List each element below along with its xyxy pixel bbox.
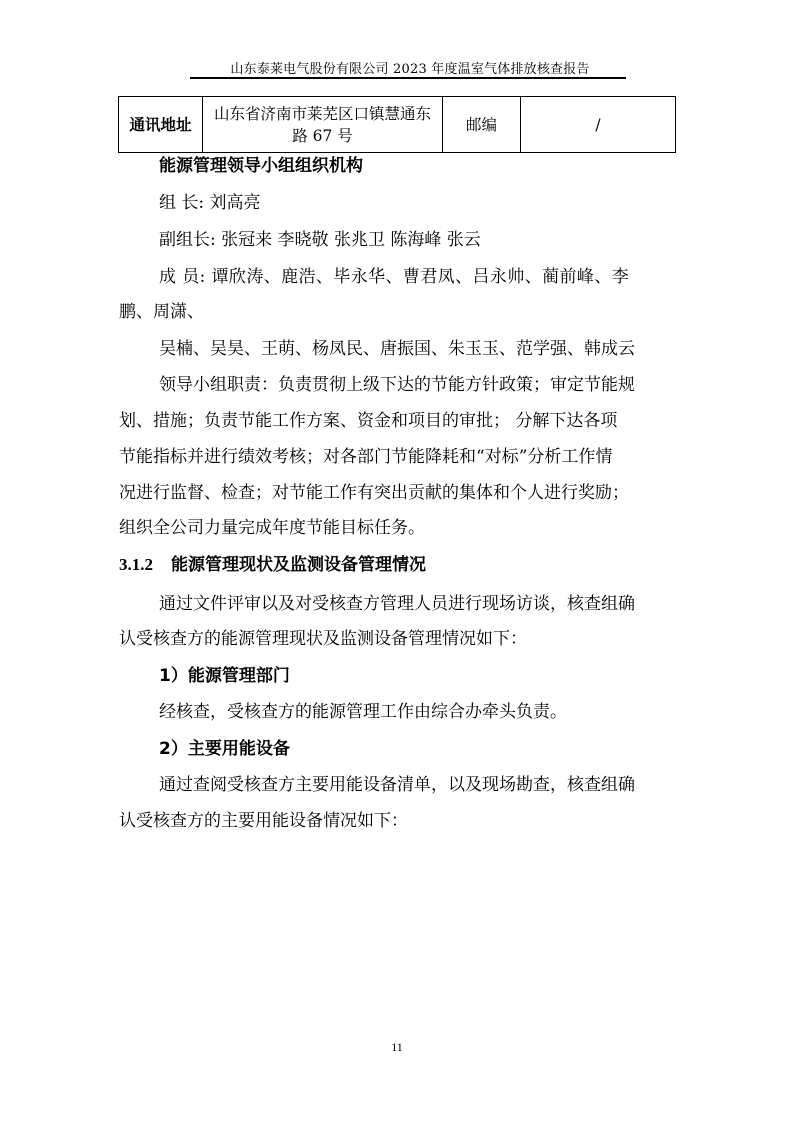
- address-value-cell: [203, 97, 443, 153]
- contact-info-table: [118, 96, 676, 153]
- members-line-2: 鹏、周潇、: [119, 302, 204, 322]
- postcode-value-cell: /: [521, 97, 676, 153]
- subsection-2-line-2: 认受核查方的主要用能设备情况如下：: [119, 811, 408, 831]
- table-row: [119, 97, 676, 153]
- subsection-1-text: 经核查，受核查方的能源管理工作由综合办牵头负责。: [159, 702, 567, 722]
- page-header: 山东泰莱电气股份有限公司 2023 年度温室气体排放核查报告: [230, 62, 590, 77]
- section-number: 3.1.2: [119, 555, 153, 574]
- header-divider: [190, 77, 626, 79]
- org-structure-title: 能源管理领导小组组织机构: [159, 156, 363, 176]
- address-label-cell: 通讯地址: [119, 97, 203, 153]
- address-line-1: 山东省济南市莱芜区口镇慧通东: [213, 104, 431, 123]
- duty-line-1: 领导小组职责：负责贯彻上级下达的节能方针政策；审定节能规: [159, 375, 635, 395]
- duty-line-2: 划、措施；负责节能工作方案、资金和项目的审批； 分解下达各项: [119, 411, 618, 431]
- intro-line-1: 通过文件评审以及对受核查方管理人员进行现场访谈，核查组确: [159, 594, 635, 614]
- group-leader: 组 长: 刘高亮: [159, 193, 261, 213]
- subsection-2-title: 2）主要用能设备: [159, 739, 290, 759]
- duty-line-4: 况进行监督、检查；对节能工作有突出贡献的集体和个人进行奖励；: [119, 483, 629, 503]
- duty-line-5: 组织全公司力量完成年度节能目标任务。: [119, 518, 425, 538]
- duty-line-3: 节能指标并进行绩效考核；对各部门节能降耗和“对标”分析工作情: [119, 447, 613, 467]
- intro-line-2: 认受核查方的能源管理现状及监测设备管理情况如下：: [119, 629, 527, 649]
- section-title: 能源管理现状及监测设备管理情况: [171, 555, 426, 575]
- section-heading: [119, 553, 679, 577]
- members-line-1: 成 员: 谭欣涛、鹿浩、毕永华、曹君凤、吕永帅、蔺前峰、李: [159, 267, 630, 287]
- subsection-2-line-1: 通过查阅受核查方主要用能设备清单，以及现场勘查，核查组确: [159, 775, 635, 795]
- members-line-3: 吴楠、吴昊、王萌、杨凤民、唐振国、朱玉玉、范学强、韩成云: [159, 339, 635, 359]
- subsection-1-title: 1）能源管理部门: [159, 666, 290, 686]
- deputy-leaders: 副组长: 张冠来 李晓敬 张兆卫 陈海峰 张云: [159, 230, 481, 250]
- page-number: 11: [391, 1040, 403, 1054]
- address-line-2: 路 67 号: [292, 126, 353, 145]
- postcode-label-cell: 邮编: [443, 97, 521, 153]
